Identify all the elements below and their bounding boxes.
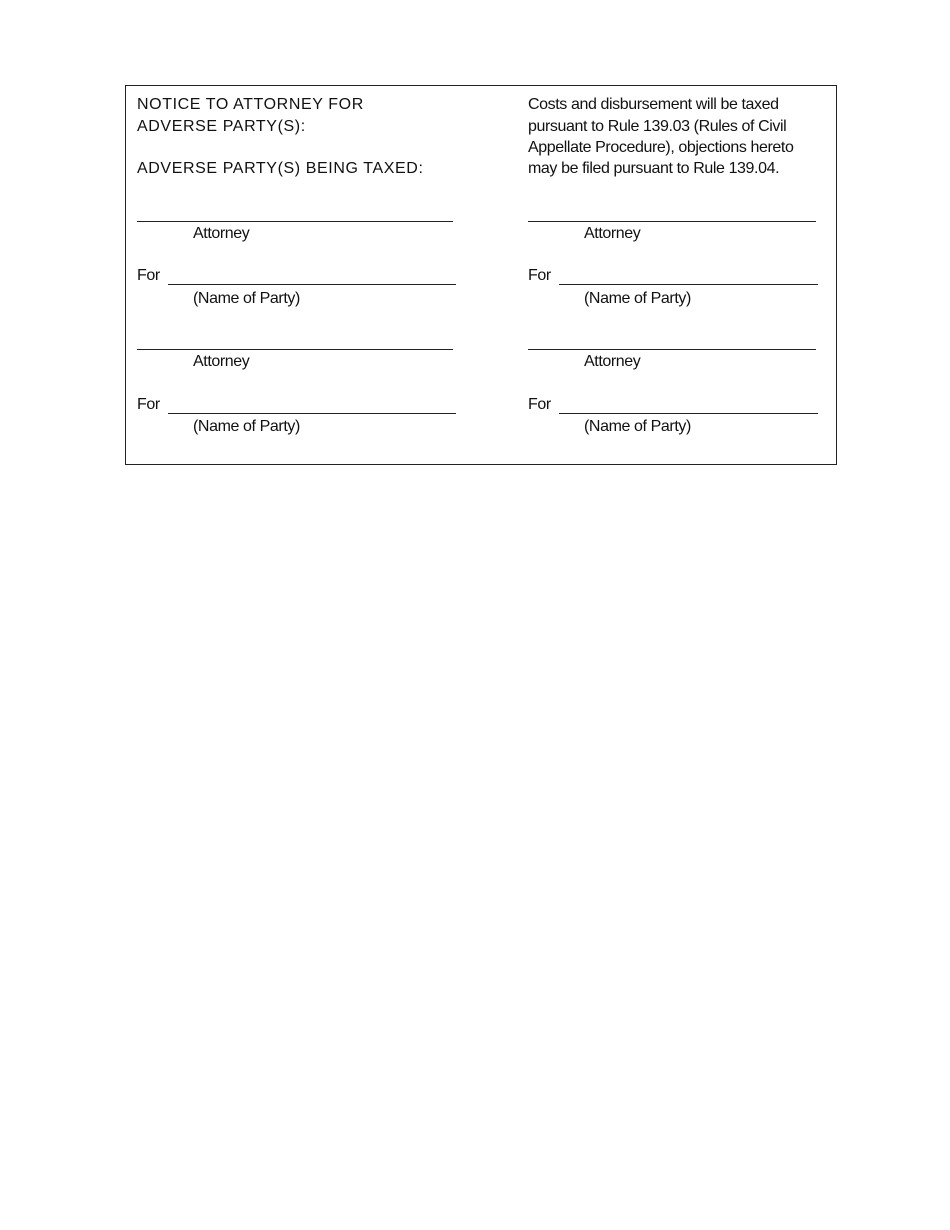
for-label: For [137,267,160,284]
costs-notice-line: Appellate Procedure), objections hereto [528,139,794,156]
notice-heading-2: ADVERSE PARTY(S): [137,118,306,135]
for-label: For [137,396,160,413]
attorney-label: Attorney [584,225,641,242]
party-label: (Name of Party) [584,290,691,307]
costs-notice-line: may be filed pursuant to Rule 139.04. [528,160,780,177]
costs-notice-line: Costs and disbursement will be taxed [528,96,779,113]
notice-heading: NOTICE TO ATTORNEY FOR [137,96,364,113]
attorney-label: Attorney [193,225,250,242]
costs-notice-line: pursuant to Rule 139.03 (Rules of Civil [528,118,787,135]
party-label: (Name of Party) [193,290,300,307]
for-label: For [528,267,551,284]
party-name-line[interactable] [559,284,818,285]
party-name-line[interactable] [559,413,818,414]
for-label: For [528,396,551,413]
attorney-label: Attorney [193,353,250,370]
attorney-signature-line[interactable] [137,221,453,222]
attorney-label: Attorney [584,353,641,370]
adverse-party-heading: ADVERSE PARTY(S) BEING TAXED: [137,160,424,177]
attorney-signature-line[interactable] [528,349,816,350]
attorney-signature-line[interactable] [137,349,453,350]
party-label: (Name of Party) [193,418,300,435]
attorney-signature-line[interactable] [528,221,816,222]
party-name-line[interactable] [168,284,456,285]
party-name-line[interactable] [168,413,456,414]
party-label: (Name of Party) [584,418,691,435]
